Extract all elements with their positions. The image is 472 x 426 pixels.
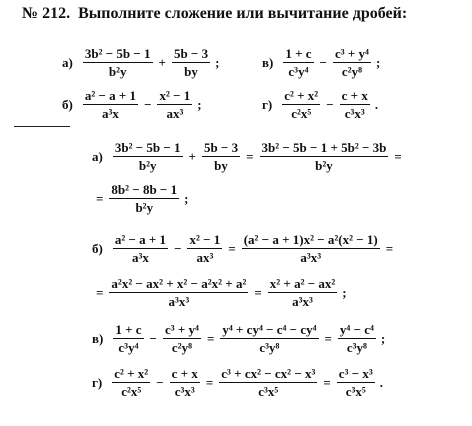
task-a — [62, 46, 219, 79]
task-label: б) — [62, 96, 73, 112]
operator: + — [188, 148, 196, 164]
fraction — [219, 366, 317, 399]
divider-rule — [14, 126, 70, 127]
denominator: c³y⁸ — [346, 340, 367, 355]
denominator: ax³ — [166, 106, 184, 121]
numerator: 1 + c — [115, 322, 142, 337]
fraction — [187, 232, 222, 265]
solution-label: в) — [92, 330, 104, 346]
separator: ; — [197, 96, 202, 112]
fraction — [220, 322, 318, 355]
denominator: by — [214, 158, 228, 173]
numerator: 8b² − 8b − 1 — [111, 182, 178, 197]
separator: . — [374, 96, 379, 112]
numerator: (a² − a + 1)x² − a²(x² − 1) — [243, 232, 378, 247]
denominator: c²y⁸ — [171, 340, 192, 355]
numerator: a² − a + 1 — [84, 88, 137, 103]
numerator: 1 + c — [285, 46, 312, 61]
equals-sign: = — [323, 374, 331, 390]
fraction — [283, 46, 313, 79]
equals-sign: = — [394, 148, 402, 164]
denominator: c³x⁵ — [345, 384, 366, 399]
task-v — [262, 46, 380, 79]
denominator: b²y — [135, 200, 154, 215]
operator: + — [158, 54, 166, 70]
numerator: 3b² − 5b − 1 — [84, 46, 151, 61]
operator: − — [149, 330, 157, 346]
denominator: ax³ — [196, 250, 214, 265]
numerator: 5b − 3 — [203, 140, 239, 155]
numerator: c + x — [341, 88, 368, 103]
numerator: y⁴ + cy⁴ − c⁴ − cy⁴ — [222, 322, 317, 337]
solution-label: а) — [92, 148, 103, 164]
problem-statement: Выполните сложение или вычитание дробей: — [78, 5, 408, 22]
task-label: в) — [262, 54, 274, 70]
numerator: 5b − 3 — [173, 46, 209, 61]
numerator: c³ + y⁴ — [164, 322, 199, 337]
task-label: г) — [262, 96, 273, 112]
equals-sign: = — [96, 190, 104, 206]
solution-v-line — [92, 322, 385, 355]
equals-sign: = — [324, 330, 332, 346]
numerator: a² − a + 1 — [114, 232, 167, 247]
denominator: b²y — [138, 158, 157, 173]
solution-a-line-2 — [92, 182, 188, 215]
denominator: c³y⁴ — [288, 64, 309, 79]
numerator: c + x — [171, 366, 198, 381]
equals-sign: = — [254, 284, 262, 300]
solution-g-line — [92, 366, 383, 399]
fraction — [202, 140, 240, 173]
task-b — [62, 88, 202, 121]
denominator: c³x³ — [174, 384, 195, 399]
fraction — [282, 88, 320, 121]
separator: ; — [375, 54, 381, 70]
separator: ; — [380, 330, 386, 346]
fraction — [109, 276, 248, 309]
numerator: c³ − x³ — [338, 366, 373, 381]
denominator: c²x⁵ — [291, 106, 312, 121]
fraction — [157, 88, 192, 121]
equals-sign: = — [228, 240, 236, 256]
numerator: x² − 1 — [189, 232, 221, 247]
numerator: y⁴ − c⁴ — [339, 322, 374, 337]
fraction — [112, 366, 150, 399]
task-g — [262, 88, 378, 121]
fraction — [338, 322, 376, 355]
denominator: a³x³ — [300, 250, 322, 265]
operator: − — [156, 374, 164, 390]
numerator: c³ + cx² − cx² − x³ — [221, 366, 316, 381]
denominator: a³x — [102, 106, 119, 121]
fraction — [83, 46, 153, 79]
denominator: b²y — [315, 158, 333, 173]
solution-a-line-1 — [92, 140, 406, 173]
equals-sign: = — [96, 284, 104, 300]
denominator: c³x³ — [344, 106, 365, 121]
solution-label: б) — [92, 240, 103, 256]
denominator: by — [184, 64, 198, 79]
separator: ; — [342, 284, 347, 300]
fraction — [268, 276, 338, 309]
numerator: a²x² − ax² + x² − a²x² + a² — [111, 276, 247, 291]
numerator: c² + x² — [114, 366, 149, 381]
separator: ; — [215, 54, 220, 70]
solution-b-line-1 — [92, 232, 397, 265]
separator: . — [379, 374, 384, 390]
equals-sign: = — [205, 374, 214, 390]
operator: − — [144, 96, 152, 112]
numerator: 3b² − 5b − 1 — [114, 140, 181, 155]
equals-sign: = — [385, 240, 394, 256]
numerator: x² − 1 — [159, 88, 191, 103]
problem-heading — [22, 4, 462, 23]
denominator: c²x⁵ — [121, 384, 142, 399]
denominator: b²y — [108, 64, 127, 79]
separator: ; — [184, 190, 189, 206]
fraction — [113, 232, 168, 265]
fraction — [333, 46, 371, 79]
fraction — [83, 88, 138, 121]
fraction — [260, 140, 389, 173]
denominator: c²y⁸ — [341, 64, 362, 79]
fraction — [109, 182, 179, 215]
fraction — [170, 366, 200, 399]
operator: − — [319, 54, 327, 70]
denominator: c³y⁴ — [118, 340, 139, 355]
solution-b-line-2 — [92, 276, 347, 309]
numerator: c³ + y⁴ — [334, 46, 369, 61]
fraction — [163, 322, 201, 355]
denominator: a³x — [132, 250, 149, 265]
denominator: c³y⁸ — [259, 340, 280, 355]
operator: − — [326, 96, 334, 112]
numerator: 3b² − 5b − 1 + 5b² − 3b — [261, 140, 387, 155]
fraction — [340, 88, 370, 121]
fraction — [337, 366, 375, 399]
operator: − — [174, 240, 182, 256]
solution-label: г) — [92, 374, 103, 390]
numerator: c² + x² — [284, 88, 319, 103]
denominator: a³x³ — [168, 294, 190, 309]
denominator: a³x³ — [292, 294, 313, 309]
equals-sign: = — [246, 148, 254, 164]
task-label: а) — [62, 54, 73, 70]
fraction — [172, 46, 210, 79]
problem-number: № 212. — [22, 5, 71, 22]
fraction — [242, 232, 380, 265]
numerator: x² + a² − ax² — [269, 276, 336, 291]
equals-sign: = — [206, 330, 215, 346]
denominator: c³x⁵ — [258, 384, 279, 399]
fraction — [113, 322, 143, 355]
fraction — [113, 140, 183, 173]
